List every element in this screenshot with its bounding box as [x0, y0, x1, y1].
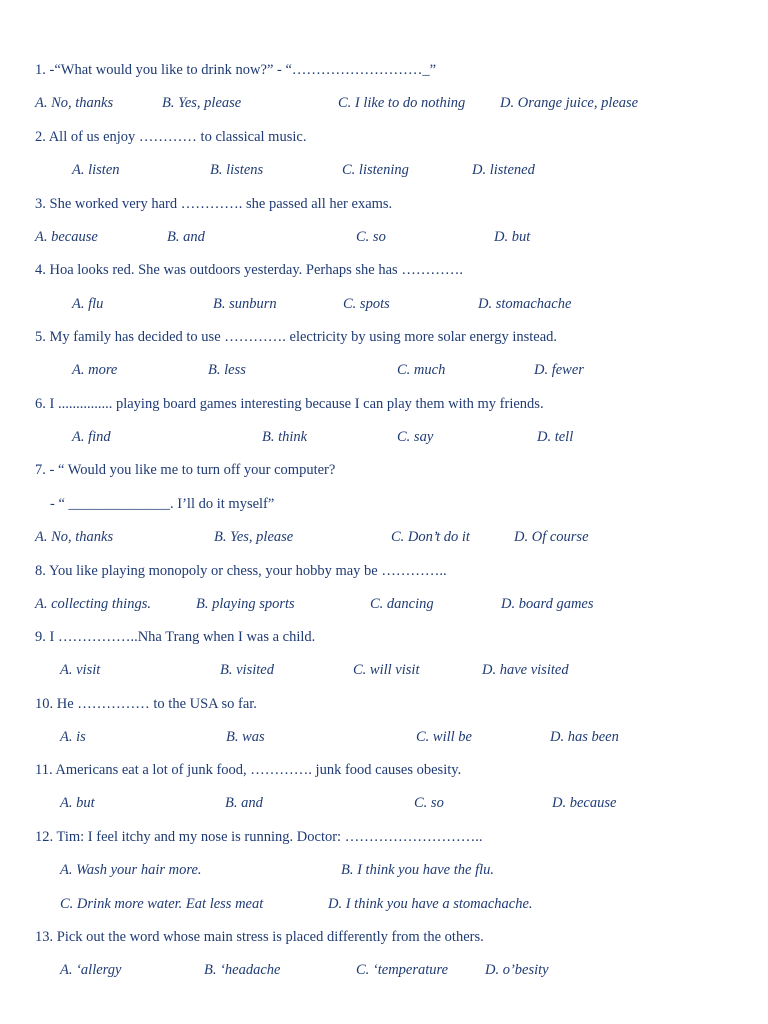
option-a: A. No, thanks: [35, 95, 114, 111]
option-d: D. Orange juice, please: [500, 95, 639, 111]
option-a: A. ‘allergy: [60, 962, 122, 978]
question-9: 9. I ……………..Nha Trang when I was a child.: [35, 629, 316, 645]
question-13: 13. Pick out the word whose main stress is placed differently from the others.: [35, 929, 484, 945]
option-a: A. more: [72, 362, 118, 378]
option-a: A. collecting things.: [35, 596, 151, 612]
option-c: C. will visit: [353, 662, 420, 678]
option-a: A. flu: [72, 296, 104, 312]
option-b: B. think: [262, 429, 308, 445]
option-a: A. Wash your hair more.: [60, 862, 202, 878]
option-a: A. find: [72, 429, 111, 445]
option-c: C. so: [356, 229, 386, 245]
option-b: B. sunburn: [213, 296, 277, 312]
option-b: B. I think you have the flu.: [341, 862, 495, 878]
question-10: 10. He …………… to the USA so far.: [35, 696, 257, 712]
option-c: C. much: [397, 362, 446, 378]
option-d: D. stomachache: [478, 296, 572, 312]
option-b: B. Yes, please: [214, 529, 294, 545]
option-d: D. fewer: [534, 362, 584, 378]
question-1: 1. -“What would you like to drink now?” - “………………………_”: [35, 62, 437, 78]
option-c: C. I like to do nothing: [338, 95, 466, 111]
option-b: B. Yes, please: [162, 95, 242, 111]
option-d: D. o’besity: [485, 962, 549, 978]
option-c: C. Don’t do it: [391, 529, 470, 545]
option-a: A. is: [60, 729, 86, 745]
option-b: B. and: [167, 229, 205, 245]
option-d: D. listened: [472, 162, 535, 178]
question-4: 4. Hoa looks red. She was outdoors yesterday. Perhaps she has ………….: [35, 262, 463, 278]
option-d: D. tell: [537, 429, 574, 445]
question-6: 6. I ............... playing board games interesting because I can play them with my friends.: [35, 396, 544, 412]
option-d: D. has been: [550, 729, 619, 745]
option-b: B. less: [208, 362, 246, 378]
question-7-reply: - “ ______________. I’ll do it myself”: [50, 496, 275, 512]
option-b: B. was: [226, 729, 265, 745]
option-c: C. dancing: [370, 596, 434, 612]
option-d: D. I think you have a stomachache.: [328, 896, 533, 912]
option-a: A. listen: [72, 162, 120, 178]
option-d: D. Of course: [514, 529, 589, 545]
option-c: C. ‘temperature: [356, 962, 449, 978]
option-d: D. because: [552, 795, 617, 811]
question-2: 2. All of us enjoy ………… to classical music.: [35, 129, 307, 145]
option-c: C. Drink more water. Eat less meat: [60, 896, 264, 912]
option-c: C. listening: [342, 162, 409, 178]
option-c: C. so: [414, 795, 444, 811]
option-c: C. will be: [416, 729, 472, 745]
question-11: 11. Americans eat a lot of junk food, …………. junk food causes obesity.: [35, 762, 462, 778]
option-c: C. spots: [343, 296, 390, 312]
question-3: 3. She worked very hard …………. she passed all her exams.: [35, 196, 393, 212]
question-5: 5. My family has decided to use …………. electricity by using more solar energy instead.: [35, 329, 558, 345]
option-b: B. ‘headache: [204, 962, 281, 978]
question-12: 12. Tim: I feel itchy and my nose is running. Doctor: ………………………..: [35, 829, 483, 845]
option-b: B. listens: [210, 162, 264, 178]
option-a: A. visit: [60, 662, 101, 678]
option-d: D. but: [494, 229, 531, 245]
option-a: A. because: [35, 229, 98, 245]
option-b: B. playing sports: [196, 596, 295, 612]
option-b: B. and: [225, 795, 263, 811]
option-b: B. visited: [220, 662, 274, 678]
option-a: A. No, thanks: [35, 529, 114, 545]
question-8: 8. You like playing monopoly or chess, your hobby may be …………..: [35, 563, 447, 579]
option-d: D. have visited: [482, 662, 569, 678]
option-a: A. but: [60, 795, 95, 811]
option-d: D. board games: [501, 596, 594, 612]
option-c: C. say: [397, 429, 434, 445]
question-7: 7. - “ Would you like me to turn off your computer?: [35, 462, 336, 478]
